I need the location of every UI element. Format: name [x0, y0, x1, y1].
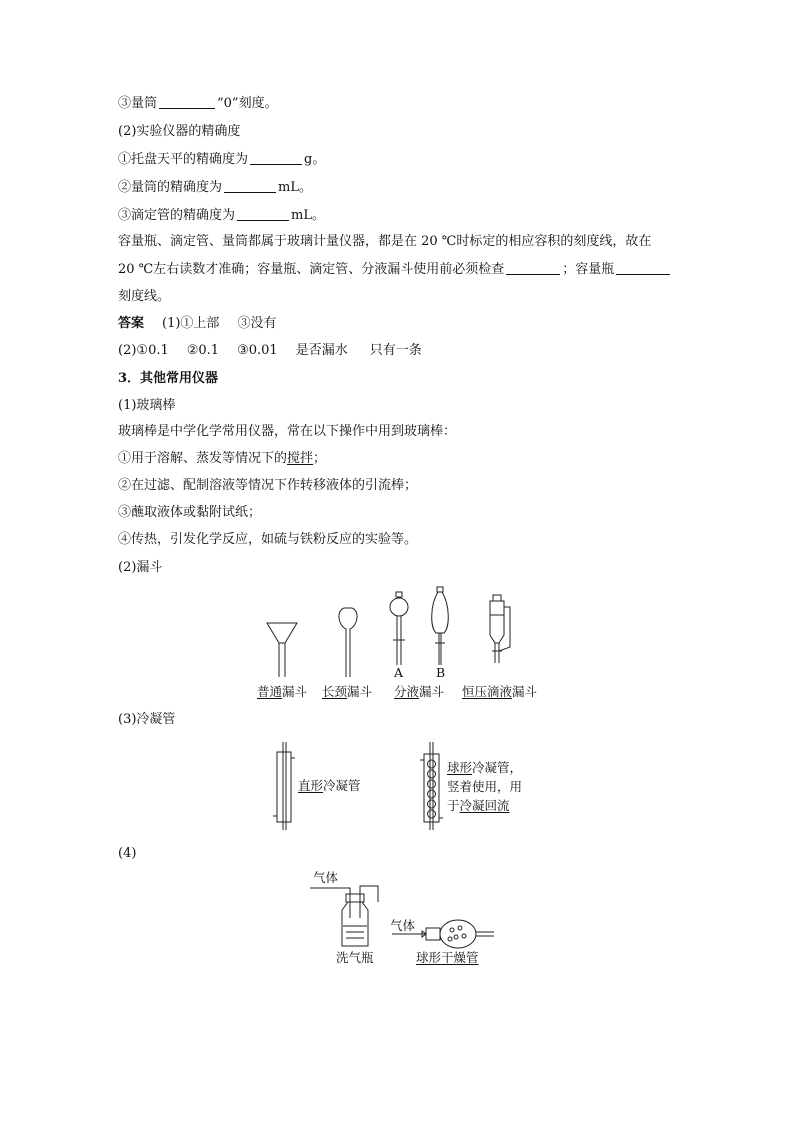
line-burette-precision [118, 208, 325, 224]
paragraph-line-2 [118, 262, 672, 278]
text: 冷凝管， [472, 760, 523, 775]
caption-wash-bottle: 洗气瓶 [336, 950, 374, 965]
blank [250, 152, 302, 165]
text: 漏斗 [512, 684, 538, 699]
answer-line-2 [118, 343, 422, 359]
text: “0”刻度。 [217, 96, 278, 111]
glass-rod-item-1 [118, 451, 326, 467]
answer-line-1 [118, 316, 276, 332]
funnel-heading: (2)漏斗 [118, 560, 163, 575]
blank [224, 180, 276, 193]
caption-ordinary-funnel [257, 684, 307, 699]
line-cylinder-precision [118, 180, 312, 196]
text: g。 [304, 152, 326, 167]
text: 20 ℃左右读数才准确；容量瓶、滴定管、分液漏斗使用前必须检查 [118, 262, 505, 277]
funnel-label-b: B [436, 665, 446, 680]
caption-bulb-condenser-3 [447, 798, 510, 813]
bulb-condenser-icon [420, 742, 443, 830]
blank [506, 262, 560, 275]
caption-straight-condenser [298, 778, 361, 793]
blank [237, 208, 289, 221]
wash-bottle-icon [310, 886, 378, 946]
text: ；容量瓶 [562, 262, 615, 277]
text: 漏斗 [419, 684, 445, 699]
gas-apparatus-heading: (4) [118, 846, 137, 861]
text: ③没有 [237, 316, 277, 331]
text: ③0.01 [237, 343, 278, 358]
condenser-heading: (3)冷凝管 [118, 712, 176, 727]
text: 漏斗 [347, 684, 373, 699]
text: 普通 [257, 684, 283, 699]
text: ①托盘天平的精确度为 [118, 152, 249, 167]
caption-pressure-funnel [462, 684, 537, 699]
gas-label-drying: 气体 [390, 918, 416, 933]
separatory-funnel-a-icon [390, 592, 408, 665]
text: 直形 [298, 778, 324, 793]
pressure-equalizing-funnel-icon [490, 595, 510, 663]
ordinary-funnel-icon [267, 623, 297, 677]
caption-bulb-condenser-1 [447, 760, 522, 775]
glass-rod-item-4: ④传热，引发化学反应，如硫与铁粉反应的实验等。 [118, 532, 418, 547]
text: 冷凝回流 [459, 798, 510, 813]
caption-long-neck-funnel [322, 684, 372, 699]
text: 是否漏水 [295, 343, 348, 358]
text: 漏斗 [282, 684, 308, 699]
glass-rod-heading: (1)玻璃棒 [118, 398, 176, 413]
line-balance-precision [118, 152, 325, 168]
glass-rod-item-2: ②在过滤、配制溶液等情况下作转移液体的引流棒； [118, 478, 418, 493]
heading-precision: (2)实验仪器的精确度 [118, 124, 241, 139]
text: (1)①上部 [162, 316, 220, 331]
text: ③滴定管的精确度为 [118, 208, 236, 223]
line-cylinder-zero [118, 96, 278, 112]
answer-label: 答案 [118, 316, 145, 331]
gas-label-wash: 气体 [313, 870, 339, 885]
separatory-funnel-b-icon [432, 587, 449, 665]
text: 分液 [394, 684, 420, 699]
text: mL。 [278, 180, 312, 195]
paragraph-line-1: 容量瓶、滴定管、量筒都属于玻璃计量仪器，都是在 20 ℃时标定的相应容积的刻度线，故在 [118, 234, 652, 249]
blank [159, 96, 215, 109]
text: ②量筒的精确度为 [118, 180, 223, 195]
glass-rod-item-3: ③蘸取液体或黏附试纸； [118, 505, 262, 520]
text: 只有一条 [369, 343, 422, 358]
text: 恒压滴液 [462, 684, 513, 699]
long-neck-funnel-icon [339, 608, 357, 677]
caption-drying-tube: 球形干燥管 [416, 950, 479, 965]
straight-condenser-icon [273, 742, 295, 830]
text: 冷凝管 [323, 778, 361, 793]
text: mL。 [291, 208, 325, 223]
gas-apparatus-figure [310, 880, 500, 950]
glass-rod-desc: 玻璃棒是中学化学常用仪器，常在以下操作中用到玻璃棒： [118, 424, 457, 439]
text: 于 [447, 798, 460, 813]
section-3-heading: 3．其他常用仪器 [118, 371, 219, 386]
text: ③量筒 [118, 96, 158, 111]
text: 搅拌 [287, 451, 314, 466]
funnel-label-a: A [394, 665, 404, 680]
caption-bulb-condenser-2: 竖着使用，用 [447, 779, 523, 794]
blank [616, 262, 670, 275]
text: ； [313, 451, 327, 466]
text: (2)①0.1 [118, 343, 169, 358]
paragraph-line-3: 刻度线。 [118, 289, 171, 304]
caption-separatory-funnel [394, 684, 444, 699]
text: 球形 [447, 760, 473, 775]
text: ②0.1 [186, 343, 220, 358]
text: 长颈 [322, 684, 348, 699]
text: ①用于溶解、蒸发等情况下的 [118, 451, 288, 466]
